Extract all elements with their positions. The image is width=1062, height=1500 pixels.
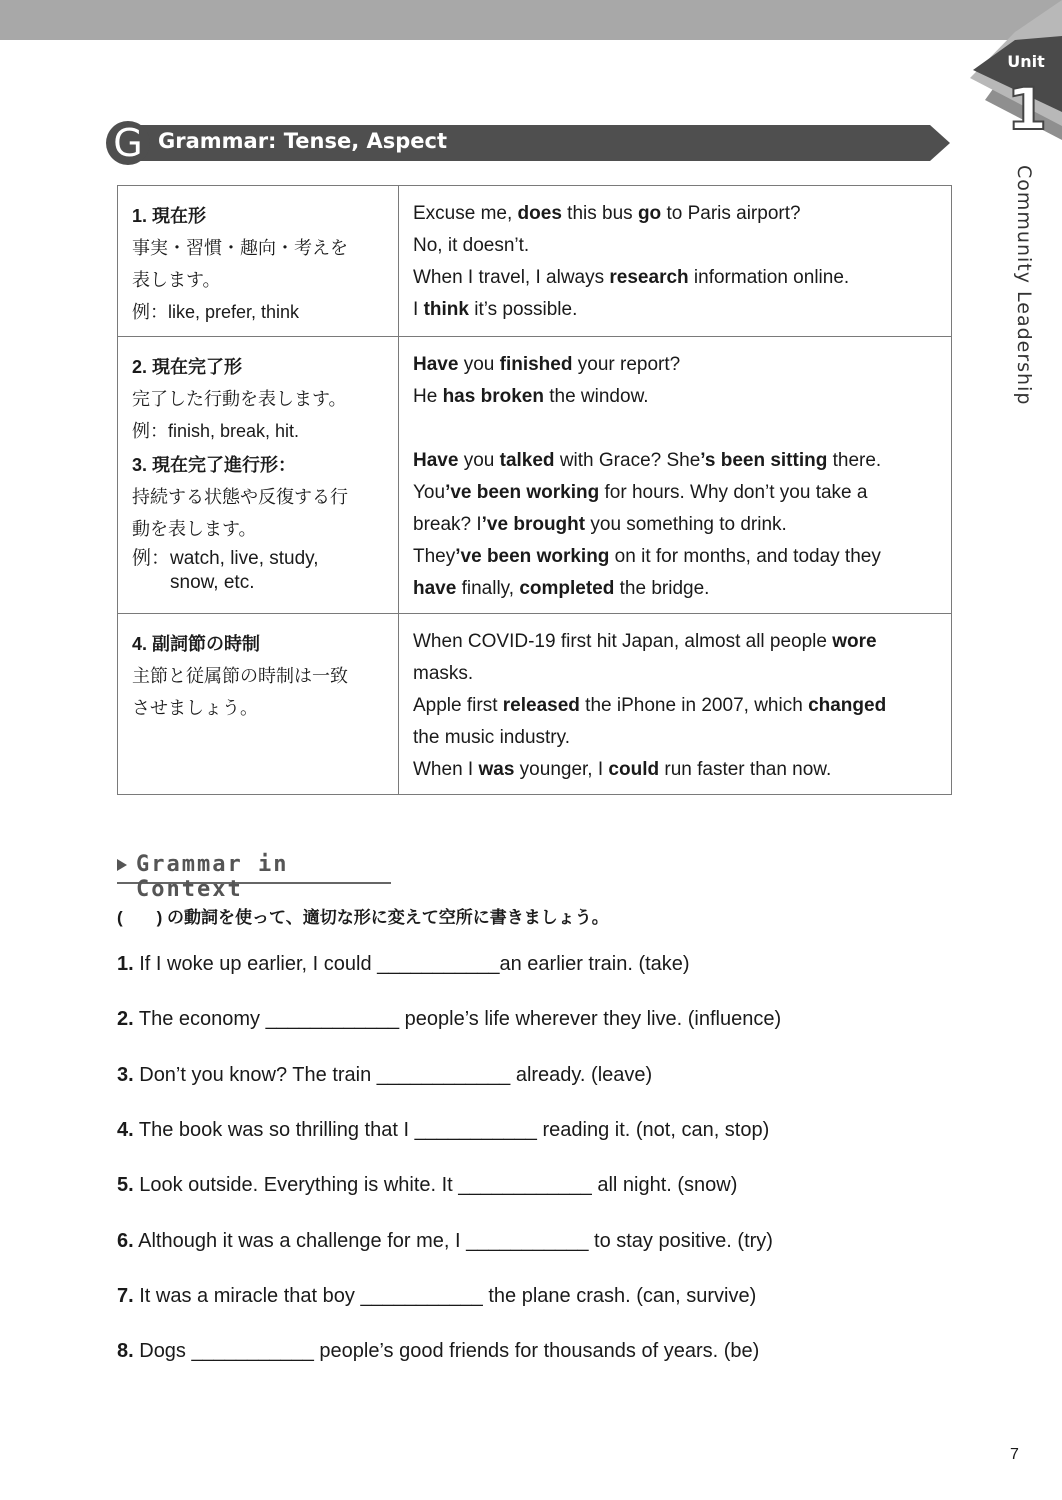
exercise-question bbox=[117, 1008, 781, 1031]
context-title: Grammar in Context bbox=[136, 852, 289, 902]
top-bar bbox=[0, 0, 1062, 40]
example-group bbox=[413, 349, 941, 413]
row-description: 事実・習慣・趣向・考えを bbox=[132, 238, 348, 258]
row-description: 動を表します。 bbox=[132, 519, 257, 539]
example-line: No, it doesn’t. bbox=[413, 235, 530, 256]
unit-label: Unit bbox=[1007, 52, 1045, 71]
page-number: 7 bbox=[1010, 1446, 1019, 1463]
example-line: They’ve been working on it for months, and today they bbox=[413, 546, 881, 567]
exercise-question bbox=[117, 1285, 756, 1308]
example-sentences bbox=[399, 337, 952, 614]
row-heading: 1. 現在形 bbox=[132, 206, 207, 226]
unit-number: 1 bbox=[1006, 75, 1048, 143]
example-line: Have you talked with Grace? She’s been sitting there. bbox=[413, 450, 882, 471]
example-line: have finally, completed the bridge. bbox=[413, 578, 710, 599]
example-line: Have you finished your report? bbox=[413, 354, 681, 375]
triangle-icon bbox=[117, 859, 127, 871]
exercise-question bbox=[117, 1064, 652, 1087]
exercise-question bbox=[117, 1230, 773, 1253]
question-number: 1. bbox=[117, 953, 134, 975]
question-number: 5. bbox=[117, 1174, 134, 1197]
question-number: 4. bbox=[117, 1118, 134, 1141]
question-text: The book was so thrilling that I ___________ reading it. (not, can, stop) bbox=[133, 1118, 770, 1141]
table-row bbox=[118, 614, 952, 795]
example-line: He has broken the window. bbox=[413, 386, 649, 407]
table-row bbox=[118, 186, 952, 337]
grammar-table bbox=[117, 185, 952, 795]
section-title: Grammar: Tense, Aspect bbox=[158, 129, 448, 153]
example-group bbox=[413, 445, 941, 605]
exercise-question bbox=[117, 1340, 759, 1363]
row-description: 主節と従属節の時制は一致 bbox=[132, 666, 348, 686]
instruction: ( ) の動詞を使って、適切な形に変えて空所に書きましょう。 bbox=[117, 908, 609, 927]
row-example: snow, etc. bbox=[170, 572, 255, 593]
question-number: 3. bbox=[117, 1063, 134, 1086]
exercise-question bbox=[117, 953, 690, 976]
example-sentences bbox=[399, 614, 952, 795]
row-heading: 4. 副詞節の時制 bbox=[132, 634, 261, 654]
row-description: 持続する状態や反復する行 bbox=[132, 487, 348, 507]
example-line: Excuse me, does this bus go to Paris airport? bbox=[413, 203, 801, 224]
row-description: 表します。 bbox=[132, 270, 221, 290]
question-text: The economy ____________ people’s life wherever they live. (influence) bbox=[133, 1008, 782, 1031]
question-text: If I woke up earlier, I could ___________an earlier train. (take) bbox=[133, 953, 690, 975]
question-number: 6. bbox=[117, 1229, 134, 1252]
question-text: Look outside. Everything is white. It ____________ all night. (snow) bbox=[133, 1174, 738, 1197]
example-line: You’ve been working for hours. Why don’t you take a bbox=[413, 482, 868, 503]
question-number: 8. bbox=[117, 1340, 134, 1363]
row-example: 例：watch, live, study, bbox=[132, 548, 319, 569]
example-line: break? I’ve brought you something to drink. bbox=[413, 514, 787, 535]
example-line: I think it’s possible. bbox=[413, 299, 578, 320]
example-line: Apple first released the iPhone in 2007, which changed bbox=[413, 695, 887, 716]
row-heading: 2. 現在完了形 bbox=[132, 357, 243, 377]
example-line: When I was younger, I could run faster than now. bbox=[413, 759, 832, 780]
question-text: It was a miracle that boy ___________ the plane crash. (can, survive) bbox=[133, 1284, 757, 1307]
grammar-in-context-heading bbox=[117, 850, 391, 902]
exercise-question bbox=[117, 1119, 769, 1142]
example-sentences bbox=[399, 186, 952, 337]
question-number: 7. bbox=[117, 1284, 134, 1307]
example-line: masks. bbox=[413, 663, 474, 684]
example-line: the music industry. bbox=[413, 727, 570, 748]
row-example: 例：finish, break, hit. bbox=[132, 421, 300, 441]
row-example: 例：like, prefer, think bbox=[132, 302, 300, 322]
row-heading: 3. 現在完了進行形： bbox=[132, 455, 297, 475]
example-line: When I travel, I always research information online. bbox=[413, 267, 850, 288]
row-description: させましょう。 bbox=[132, 698, 258, 718]
exercise-question bbox=[117, 1174, 737, 1197]
question-number: 2. bbox=[117, 1008, 134, 1031]
unit-title: Community Leadership bbox=[1013, 165, 1035, 406]
question-text: Although it was a challenge for me, I ___________ to stay positive. (try) bbox=[133, 1229, 773, 1252]
section-letter: G bbox=[113, 121, 143, 165]
question-text: Dogs ___________ people’s good friends for thousands of years. (be) bbox=[133, 1340, 760, 1363]
example-line: When COVID-19 first hit Japan, almost all people wore bbox=[413, 631, 877, 652]
row-description: 完了した行動を表します。 bbox=[132, 389, 347, 409]
table-row bbox=[118, 337, 952, 614]
question-text: Don’t you know? The train ____________ already. (leave) bbox=[133, 1063, 653, 1086]
